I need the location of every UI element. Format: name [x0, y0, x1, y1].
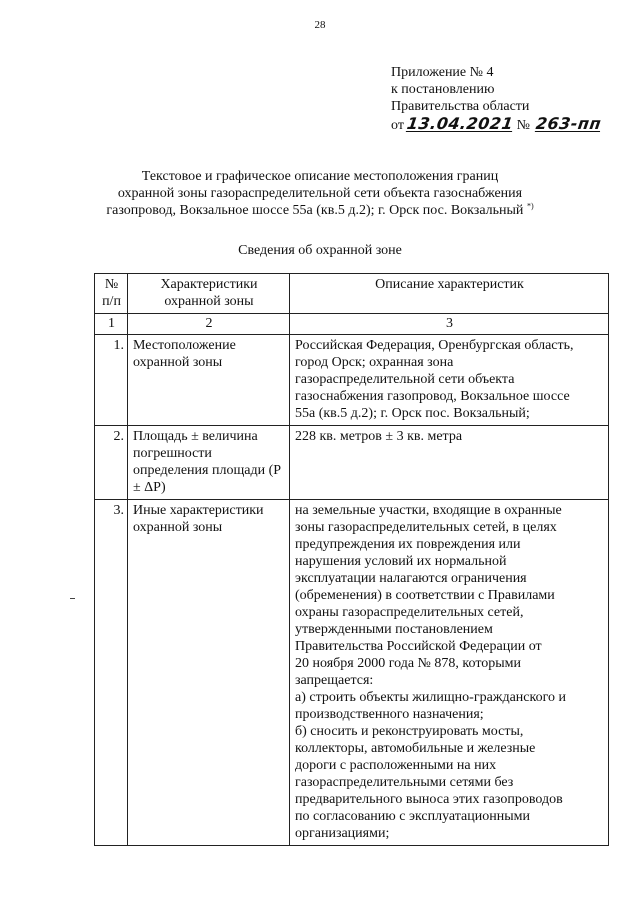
header-characteristics: Характеристики охранной зоны [128, 274, 290, 314]
description-line: производственного назначения; [295, 707, 484, 722]
description-line: 228 кв. метров ± 3 кв. метра [295, 429, 463, 444]
appendix-date-line [391, 115, 631, 134]
description-line: утвержденными постановлением [295, 622, 493, 637]
row-description [290, 500, 609, 846]
appendix-block [391, 64, 631, 134]
table-row [95, 335, 609, 426]
appendix-line-1: Приложение № 4 [391, 65, 494, 80]
description-line: 55а (кв.5 д.2); г. Орск пос. Вокзальный; [295, 406, 530, 421]
description-line: Правительства Российской Федерации от [295, 639, 542, 654]
description-line: зоны газораспределительных сетей, в целях [295, 520, 557, 535]
handwritten-date: 13.04.2021 [405, 114, 515, 133]
description-line: 20 ноября 2000 года № 878, которыми [295, 656, 522, 671]
header-description: Описание характеристик [290, 274, 609, 314]
page-number: 28 [314, 19, 326, 31]
title-line-1: Текстовое и графическое описание местоположения границ [141, 169, 499, 184]
title-line-2: охранной зоны газораспределительной сети объекта газоснабжения [117, 186, 523, 201]
index-cell: 2 [128, 314, 290, 335]
index-cell: 1 [95, 314, 128, 335]
row-number: 2. [95, 426, 128, 500]
header-number-line-1: № [104, 277, 119, 292]
row-characteristic: Площадь ± величина погрешности определения площади (P ± ΔP) [128, 426, 290, 500]
description-line: газоснабжения газопровод, Вокзальное шоссе [295, 389, 570, 404]
row-description [290, 426, 609, 500]
description-line: коллекторы, автомобильные и железные [295, 741, 536, 756]
row-number: 3. [95, 500, 128, 846]
description-line: Российская Федерация, Оренбургская область, [295, 338, 574, 353]
description-line: нарушения условий их нормальной [295, 554, 507, 569]
appendix-line-3: Правительства области [391, 99, 530, 114]
header-number [95, 274, 128, 314]
footnote-mark: *) [526, 201, 534, 211]
index-cell: 3 [290, 314, 609, 335]
header-number-line-2: п/п [102, 294, 121, 309]
description-line: а) строить объекты жилищно-гражданского и [295, 690, 566, 705]
description-line: дороги с расположенными на них [295, 758, 497, 773]
number-prefix: № [516, 118, 531, 133]
description-line: запрещается: [295, 673, 374, 688]
description-line: (обременения) в соответствии с Правилами [295, 588, 555, 603]
description-line: предупреждения их повреждения или [295, 537, 521, 552]
date-prefix: от [391, 118, 404, 133]
description-line: газораспределительной сети объекта [295, 372, 515, 387]
description-line: б) сносить и реконструировать мосты, [295, 724, 524, 739]
description-line: газораспределительными сетями без [295, 775, 514, 790]
zone-table [94, 273, 609, 846]
title-line-3 [100, 202, 540, 219]
description-line: на земельные участки, входящие в охранные [295, 503, 562, 518]
description-line: предварительного выноса этих газопроводов [295, 792, 563, 807]
section-title: Сведения об охранной зоне [238, 243, 402, 258]
table-header-row [95, 274, 609, 314]
description-line: город Орск; охранная зона [295, 355, 454, 370]
description-line: охраны газораспределительных сетей, [295, 605, 524, 620]
appendix-line-2: к постановлению [391, 82, 495, 97]
description-line: организациями; [295, 826, 390, 841]
row-description [290, 335, 609, 426]
row-characteristic: Иные характеристики охранной зоны [128, 500, 290, 846]
table-row [95, 426, 609, 500]
document-title [100, 168, 540, 219]
table-index-row [95, 314, 609, 335]
description-line: эксплуатации налагаются ограничения [295, 571, 527, 586]
handwritten-number: 263-пп [534, 114, 603, 133]
row-number: 1. [95, 335, 128, 426]
title-line-3-text: газопровод, Вокзальное шоссе 55а (кв.5 д.2); г. Орск пос. Вокзальный [106, 203, 524, 218]
row-characteristic: Местоположение охранной зоны [128, 335, 290, 426]
table-row [95, 500, 609, 846]
description-line: по согласованию с эксплуатационными [295, 809, 530, 824]
stray-mark [70, 598, 75, 599]
